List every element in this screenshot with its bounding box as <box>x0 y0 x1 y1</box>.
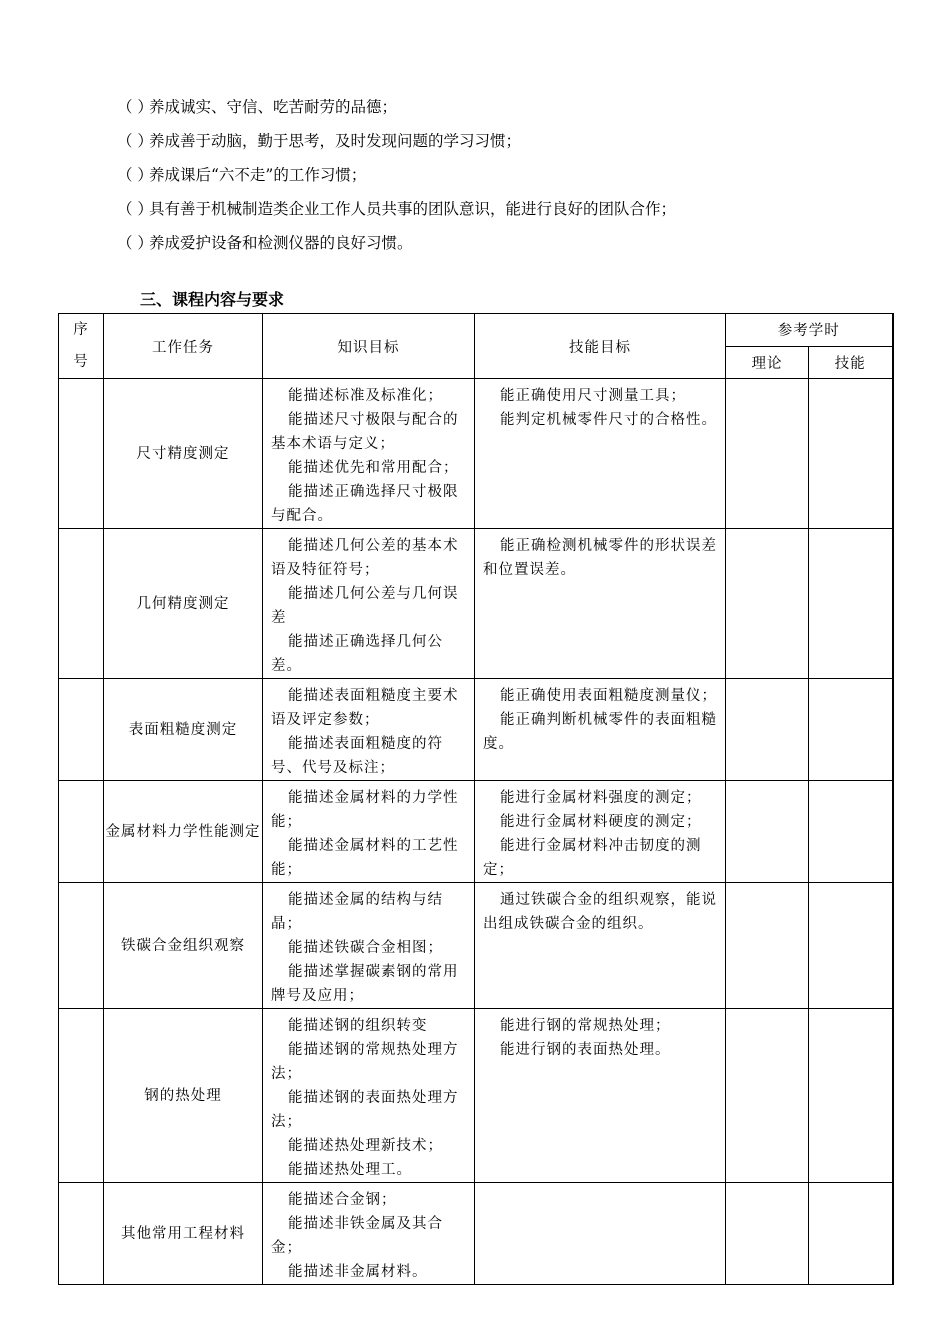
row-knowledge-cell <box>263 379 475 529</box>
table-row <box>59 529 893 679</box>
checkbox-placeholder: （ ） <box>117 200 153 218</box>
header-practice: 技能 <box>809 346 893 379</box>
header-task: 工作任务 <box>104 314 263 379</box>
knowledge-goal-line: 能描述尺寸极限与配合的基本术语与定义； <box>271 412 459 452</box>
checklist-item-text: 养成诚实、守信、吃苦耐劳的品德； <box>149 98 398 116</box>
row-knowledge-cell <box>263 679 475 781</box>
row-theory-hours-cell <box>726 781 809 883</box>
checklist-item-text: 养成善于动脑，勤于思考，及时发现问题的学习习惯； <box>149 132 522 150</box>
row-knowledge-cell <box>263 781 475 883</box>
row-skill-cell <box>475 1183 726 1285</box>
knowledge-goal-line: 能描述表面粗糙度主要术语及评定参数； <box>271 688 459 728</box>
table-row <box>59 1009 893 1183</box>
knowledge-goal-line: 能描述非铁金属及其合金； <box>271 1216 443 1256</box>
knowledge-goal-line: 能描述表面粗糙度的符号、代号及标注； <box>271 736 443 776</box>
row-practice-hours-cell <box>809 679 893 781</box>
row-task-cell: 铁碳合金组织观察 <box>104 883 263 1009</box>
header-seq: 序 号 <box>59 314 104 379</box>
row-seq-cell <box>59 781 104 883</box>
table-row <box>59 679 893 781</box>
row-task-cell: 表面粗糙度测定 <box>104 679 263 781</box>
checkbox-placeholder: （ ） <box>117 98 153 116</box>
skill-goal-line: 能进行金属材料硬度的测定； <box>500 814 702 830</box>
header-knowledge: 知识目标 <box>263 314 475 379</box>
row-seq-cell <box>59 379 104 529</box>
knowledge-goal-line: 能描述掌握碳素钢的常用牌号及应用； <box>271 964 459 1004</box>
row-knowledge-cell <box>263 1183 475 1285</box>
row-practice-hours-cell <box>809 1183 893 1285</box>
knowledge-goal-line: 能描述标准及标准化； <box>288 388 443 404</box>
row-skill-cell <box>475 529 726 679</box>
row-seq-cell <box>59 529 104 679</box>
table-row <box>59 379 893 529</box>
row-skill-cell <box>475 883 726 1009</box>
knowledge-goal-line: 能描述正确选择几何公差。 <box>271 634 443 674</box>
row-skill-cell <box>475 679 726 781</box>
row-seq-cell <box>59 1009 104 1183</box>
row-task-cell: 钢的热处理 <box>104 1009 263 1183</box>
row-theory-hours-cell <box>726 1009 809 1183</box>
knowledge-goal-line: 能描述热处理新技术； <box>288 1138 443 1154</box>
quality-goals-checklist <box>117 94 676 264</box>
skill-goal-line: 能正确判断机械零件的表面粗糙度。 <box>483 712 717 752</box>
row-task-cell: 金属材料力学性能测定 <box>104 781 263 883</box>
knowledge-goal-line: 能描述几何公差的基本术语及特征符号； <box>271 538 459 578</box>
skill-goal-line: 能正确使用表面粗糙度测量仪； <box>500 688 717 704</box>
row-practice-hours-cell <box>809 781 893 883</box>
knowledge-goal-line: 能描述几何公差与几何误差 <box>271 586 459 626</box>
checklist-item <box>117 196 676 230</box>
checklist-item <box>117 162 676 196</box>
table-row <box>59 1183 893 1285</box>
knowledge-goal-line: 能描述正确选择尺寸极限与配合。 <box>271 484 459 524</box>
knowledge-goal-line: 能描述非金属材料。 <box>288 1264 428 1280</box>
knowledge-goal-line: 能描述金属材料的工艺性能； <box>271 838 459 878</box>
row-practice-hours-cell <box>809 379 893 529</box>
row-knowledge-cell <box>263 1009 475 1183</box>
row-skill-cell <box>475 1009 726 1183</box>
knowledge-goal-line: 能描述金属的结构与结晶； <box>271 892 443 932</box>
knowledge-goal-line: 能描述钢的表面热处理方法； <box>271 1090 459 1130</box>
knowledge-goal-line: 能描述优先和常用配合； <box>288 460 459 476</box>
checklist-item <box>117 128 676 162</box>
skill-goal-line: 能进行金属材料强度的测定； <box>500 790 702 806</box>
checkbox-placeholder: （ ） <box>117 166 153 184</box>
knowledge-goal-line: 能描述钢的组织转变 <box>288 1018 428 1034</box>
row-practice-hours-cell <box>809 529 893 679</box>
row-seq-cell <box>59 883 104 1009</box>
table-row <box>59 883 893 1009</box>
row-knowledge-cell <box>263 529 475 679</box>
row-theory-hours-cell <box>726 1183 809 1285</box>
row-theory-hours-cell <box>726 883 809 1009</box>
row-seq-cell <box>59 1183 104 1285</box>
row-theory-hours-cell <box>726 379 809 529</box>
skill-goal-line: 能正确检测机械零件的形状误差和位置误差。 <box>483 538 717 578</box>
knowledge-goal-line: 能描述钢的常规热处理方法； <box>271 1042 459 1082</box>
skill-goal-line: 能进行钢的常规热处理； <box>500 1018 671 1034</box>
row-task-cell: 几何精度测定 <box>104 529 263 679</box>
checklist-item-text: 养成课后“六不走”的工作习惯； <box>149 166 367 184</box>
checklist-item-text: 具有善于机械制造类企业工作人员共事的团队意识，能进行良好的团队合作； <box>149 200 677 218</box>
section-heading: 三、课程内容与要求 <box>140 290 285 309</box>
row-theory-hours-cell <box>726 529 809 679</box>
skill-goal-line: 能判定机械零件尺寸的合格性。 <box>500 412 717 428</box>
row-theory-hours-cell <box>726 679 809 781</box>
skill-goal-line: 通过铁碳合金的组织观察，能说出组成铁碳合金的组织。 <box>483 892 717 932</box>
table-header-row <box>59 314 893 347</box>
table-row <box>59 781 893 883</box>
row-skill-cell <box>475 379 726 529</box>
skill-goal-line: 能进行钢的表面热处理。 <box>500 1042 671 1058</box>
knowledge-goal-line: 能描述热处理工。 <box>288 1162 412 1178</box>
knowledge-goal-line: 能描述金属材料的力学性能； <box>271 790 459 830</box>
row-seq-cell <box>59 679 104 781</box>
checklist-item <box>117 230 676 264</box>
row-knowledge-cell <box>263 883 475 1009</box>
skill-goal-line: 能正确使用尺寸测量工具； <box>500 388 686 404</box>
knowledge-goal-line: 能描述铁碳合金相图； <box>288 940 443 956</box>
header-hours: 参考学时 <box>726 314 893 347</box>
row-practice-hours-cell <box>809 883 893 1009</box>
header-theory: 理论 <box>726 346 809 379</box>
knowledge-goal-line: 能描述合金钢； <box>288 1192 397 1208</box>
course-content-table <box>58 313 894 1285</box>
skill-goal-line: 能进行金属材料冲击韧度的测定； <box>483 838 702 878</box>
row-skill-cell <box>475 781 726 883</box>
row-task-cell: 其他常用工程材料 <box>104 1183 263 1285</box>
row-task-cell: 尺寸精度测定 <box>104 379 263 529</box>
checklist-item-text: 养成爱护设备和检测仪器的良好习惯。 <box>149 234 413 252</box>
header-skill: 技能目标 <box>475 314 726 379</box>
checkbox-placeholder: （ ） <box>117 234 153 252</box>
checklist-item <box>117 94 676 128</box>
checkbox-placeholder: （ ） <box>117 132 153 150</box>
row-practice-hours-cell <box>809 1009 893 1183</box>
